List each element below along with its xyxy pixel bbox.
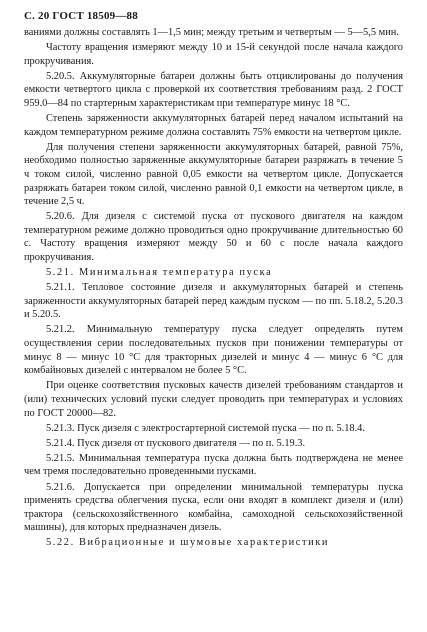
paragraph: Для получения степени заряженности аккумуляторных батарей, равной 75%, необходимо полностью заряженные аккумуляторные батареи разряжать в течение 5 ч током силой, численно равной 0,05 емкости на четвертом цикле. Допускается разряжать батареи током силой, численно равной 0,1 емкости на четвертом цикле, в течение 2,5 ч. — [24, 141, 403, 208]
paragraph: Частоту вращения измеряют между 10 и 15-й секундой после начала каждого прокручивания. — [24, 42, 403, 67]
paragraph: ваниями должны составлять 1—1,5 мин; между третьим и четвертым — 5—5,5 мин. — [24, 27, 399, 38]
paragraph: 5.21.4. Пуск дизеля от пускового двигателя — по п. 5.19.3. — [46, 437, 306, 449]
paragraph: 5.21.3. Пуск дизеля с электростартерной системой пуска — по п. 5.18.4. — [46, 422, 365, 434]
section-heading: 5.22. Вибрационные и шумовые характеристики — [46, 537, 330, 549]
paragraph: При оценке соответствия пусковых качеств дизелей требованиям стандартов и (или) технических условий пуски следует проводить при температурах и условиях по ГОСТ 20000—82. — [24, 380, 403, 419]
paragraph: 5.21.5. Минимальная температура пуска должна быть подтверждена не менее чем тремя последовательно проведенными пусками. — [24, 452, 403, 478]
paragraph: 5.21.1. Тепловое состояние дизеля и аккумуляторных батарей и степень заряженности аккумуляторных батарей перед каждым пуском — по пп. 5.18.2, 5.20.3 и 5.20.5. — [24, 282, 403, 321]
section-heading: 5.21. Минимальная температура пуска — [46, 267, 273, 279]
document-body — [24, 26, 403, 550]
standard-number: ГОСТ 18509—88 — [52, 10, 138, 22]
paragraph: 5.21.2. Минимальную температуру пуска следует определять путем осуществления серии последовательных пусков при понижении температуры от минус 8 — минус 10 °С для тракторных дизелей и минус 4 — минус 6 °С для комбайновых дизелей с интервалом не более 5 °С. — [24, 324, 403, 377]
paragraph: Степень заряженности аккумуляторных батарей перед началом испытаний на каждом температурном режиме должна составлять 75% емкости на четвертом цикле. — [24, 113, 403, 138]
paragraph: 5.21.6. Допускается при определении минимальной температуры пуска применять средства облегчения пуска, если они входят в комплект дизеля и (или) трактора (сельскохозяйственного комбайна, самоходной сельскохозяйственной машины), для которых предназначен дизель. — [24, 481, 403, 534]
paragraph: 5.20.5. Аккумуляторные батареи должны быть отциклированы до получения емкости четвертого цикла с проверкой их соответствия требованиям разд. 2 ГОСТ 959.0—84 по стартерным характеристикам при температуре минус 18 °С. — [24, 70, 403, 109]
page-number: С. 20 — [24, 10, 50, 22]
page-header — [24, 10, 403, 22]
paragraph: 5.20.6. Для дизеля с системой пуска от пускового двигателя на каждом температурном режиме должно проводиться одно прокручивание длительностью 60 с. Частоту вращения измеряют между 50 и 60 с после начала каждого прокручивания. — [24, 211, 403, 263]
